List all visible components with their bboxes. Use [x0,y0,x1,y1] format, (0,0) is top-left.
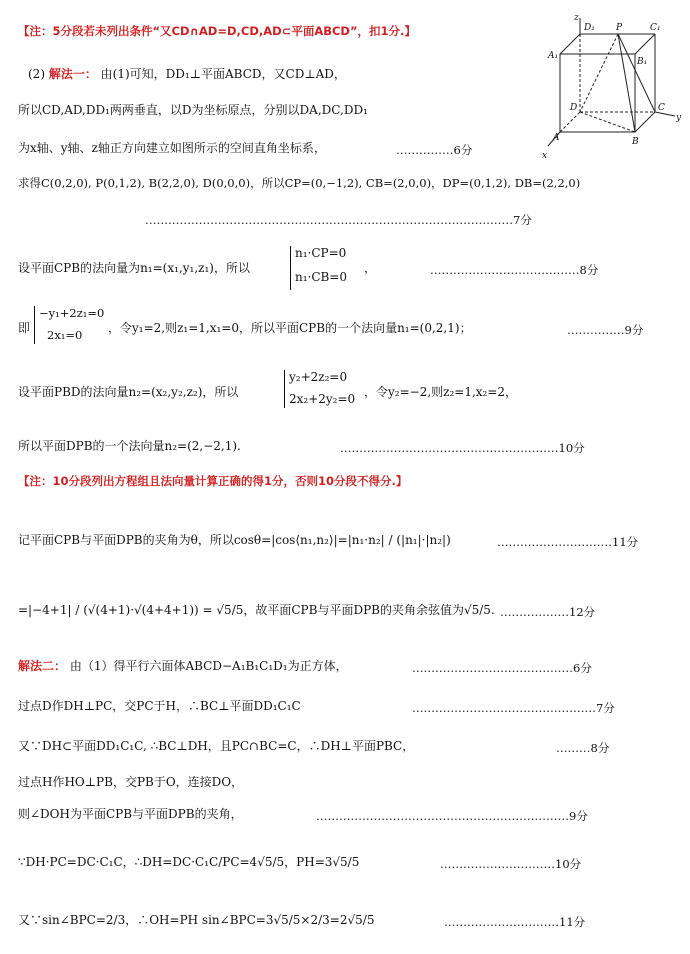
edge-a1d1 [560,34,580,54]
line-cosine: 记平面CPB与平面DPB的夹角为θ，所以cosθ=|cos⟨n₁,n₂⟩|=|n₁·n₂| / (|n₁|·|n₂|) [18,533,451,547]
line-normal-n1: ，令y₁=2,则z₁=1,x₁=0，所以平面CPB的一个法向量n₁=(0,2,1)； [108,321,472,335]
line-solve-n2: ，令y₂=−2,则z₂=1,x₂=2， [364,385,518,399]
line-pc [618,34,655,112]
label-p: P [616,23,623,33]
edge-b1c1 [635,34,655,54]
system-cpb [290,246,347,290]
line-perpendicular: 所以CD,AD,DD₁两两垂直，以D为坐标原点，分别以DA,DC,DD₁ [18,103,368,117]
label-a1: A₁ [548,51,559,61]
score-10: …………………………………………………10分 [340,441,585,455]
system-pbd [284,370,355,408]
line-oh-length: 又∵sin∠BPC=2/3，∴OH=PH sin∠BPC=3√5/5×2/3=2√5/5 [18,913,375,927]
method-two-line [18,660,348,672]
label-d1: D₁ [584,23,595,33]
line-result: =|−4+1| / (√(4+1)·√(4+4+1)) = √5/5，故平面CPB与平面DPB的夹角余弦值为√5/5. [18,603,495,617]
system-pbd-eq2: 2x₂+2y₂=0 [289,392,356,406]
method-two-text: 由（1）得平行六面体ABCD−A₁B₁C₁D₁为正方体， [69,659,348,673]
system-cpb-eq2: n₁·CB=0 [295,270,348,284]
system-solve [34,306,104,344]
line-dh-perp: 过点D作DH⊥PC，交PC于H，∴BC⊥平面DD₁C₁C [18,699,301,713]
label-c1: C₁ [650,23,661,33]
score-11b: …………………………11分 [444,915,586,929]
system-solve-eq1: −y₁+2z₁=0 [39,306,105,320]
line-normal-cpb: 设平面CPB的法向量为n₁=(x₁,y₁,z₁)，所以 [18,261,250,275]
line-ho-perp: 过点H作HO⊥PB，交PB于O，连接DO， [18,775,244,789]
line-coordinates: 求得C(0,2,0), P(0,1,2), B(2,2,0), D(0,0,0)，所以CP=(0,−1,2), CB=(2,0,0)，DP=(0,1,2), DB=(2,2,0) [18,176,581,190]
part-number: (2) [28,67,45,81]
label-x: x [542,151,548,161]
score-6b: ……………………………………6分 [412,661,592,675]
score-10b: …………………………10分 [440,857,582,871]
edge-bc [635,112,655,132]
label-b: B [632,137,639,147]
line-db [580,112,635,132]
score-6: ……………6分 [396,143,473,157]
label-d: D [570,103,578,113]
score-9b: …………………………………………………………9分 [316,809,588,823]
score-11: …………………………11分 [497,535,639,549]
system-pbd-eq1: y₂+2z₂=0 [289,370,348,384]
part2-text: 由(1)可知，DD₁⊥平面ABCD，又CD⊥AD， [100,67,346,81]
score-8: …………………………………8分 [430,263,599,277]
line-normal-pbd: 设平面PBD的法向量n₂=(x₂,y₂,z₂)，所以 [18,385,239,399]
label-b1: B₁ [637,57,648,67]
line-angle-doh: 则∠DOH为平面CPB与平面DPB的夹角， [18,807,243,821]
line-dh-length: ∵DH·PC=DC·C₁C，∴DH=DC·C₁C/PC=4√5/5，PH=3√5/5 [18,855,360,869]
label-z: z [574,13,579,23]
line-solve-label: 即 [18,321,31,335]
part2-line [28,68,346,80]
line-normal-n2: 所以平面DPB的一个法向量n₂=(2,−2,1). [18,439,241,453]
cube-figure [540,12,685,162]
score-8b: ………8分 [556,741,610,755]
label-c: C [658,103,665,113]
note-deduction-10: 【注：10分段列出方程组且法向量计算正确的得1分，否则10分段不得分.】 [18,474,408,488]
score-7: ……………………………………………………………………………………7分 [145,213,532,227]
line-dh-plane: 又∵DH⊂平面DD₁C₁C, ∴BC⊥DH，且PC∩BC=C，∴DH⊥平面PBC， [18,739,415,753]
score-12: ………………12分 [500,605,596,619]
label-a: A [553,133,560,143]
line-coord-system: 为x轴、y轴、z轴正方向建立如图所示的空间直角坐标系， [18,141,326,155]
note-deduction-5: 【注：5分段若未列出条件“又CD∩AD=D,CD,AD⊂平面ABCD”，扣1分.】 [18,24,416,38]
method-one-label: 解法一： [48,67,97,81]
label-y: y [676,113,682,123]
line-pb [618,34,635,132]
system-solve-eq2: 2x₁=0 [47,328,83,342]
edge-ad [560,112,580,132]
system-cpb-eq1: n₁·CP=0 [295,246,347,260]
comma: ， [364,261,377,275]
line-pd [580,34,618,112]
method-two-label: 解法二： [18,659,67,673]
score-9: ……………9分 [567,323,644,337]
score-7b: …………………………………………7分 [412,701,615,715]
